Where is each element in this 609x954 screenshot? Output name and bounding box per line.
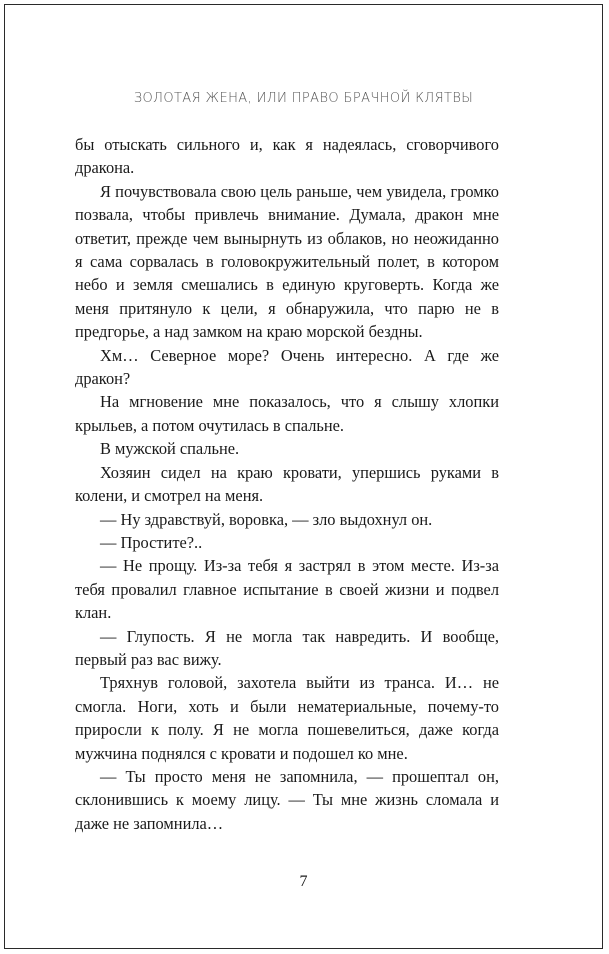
body-text xyxy=(75,133,499,835)
paragraph: Хм… Северное море? Очень интересно. А где же дракон? xyxy=(75,345,499,389)
dialogue-line: — Глупость. Я не могла так навредить. И вообще, первый раз вас вижу. xyxy=(75,626,499,669)
running-header: ЗОЛОТАЯ ЖЕНА, ИЛИ ПРАВО БРАЧНОЙ КЛЯТВЫ xyxy=(133,91,474,106)
paragraph: В мужской спальне. xyxy=(100,439,240,459)
book-page xyxy=(4,4,603,949)
dialogue-line: — Простите?.. xyxy=(100,532,203,552)
page-number: 7 xyxy=(299,873,308,890)
paragraph: бы отыскать сильного и, как я надеялась, сговорчивого дракона. xyxy=(75,135,499,178)
paragraph: Хозяин сидел на краю кровати, упершись руками в колени, и смотрел на меня. xyxy=(75,462,499,506)
paragraph: На мгновение мне показалось, что я слышу хлопки крыльев, а потом очутилась в спальне. xyxy=(75,392,499,435)
paragraph: Я почувствовала свою цель раньше, чем увидела, громко позвала, чтобы привлечь внимание. Думала, дракон мне ответит, прежде чем вынырнуть из облаков, но неожиданно я сама сорвалась в головокружительный полет, в котором небо и земля смешались в единую круговерть. Когда же меня притянуло к цели, я обнаружила, что парю не в предгорье, а над замком на краю морской бездны. xyxy=(75,181,499,342)
paragraph: Тряхнув головой, захотела выйти из транса. И… не смогла. Ноги, хоть и были нематериальные, почему-то приросли к полу. Я не могла пошевелиться, даже когда мужчина поднялся с кровати и подошел ко мне. xyxy=(75,673,499,763)
dialogue-line: — Ну здравствуй, воровка, — зло выдохнул он. xyxy=(100,509,433,529)
dialogue-line: — Ты просто меня не запомнила, — прошептал он, склонившись к моему лицу. — Ты мне жизнь сломала и даже не запомнила… xyxy=(75,766,499,833)
dialogue-line: — Не прощу. Из-за тебя я застрял в этом месте. Из-за тебя провалил главное испытание в своей жизни и подвел клан. xyxy=(75,556,499,623)
